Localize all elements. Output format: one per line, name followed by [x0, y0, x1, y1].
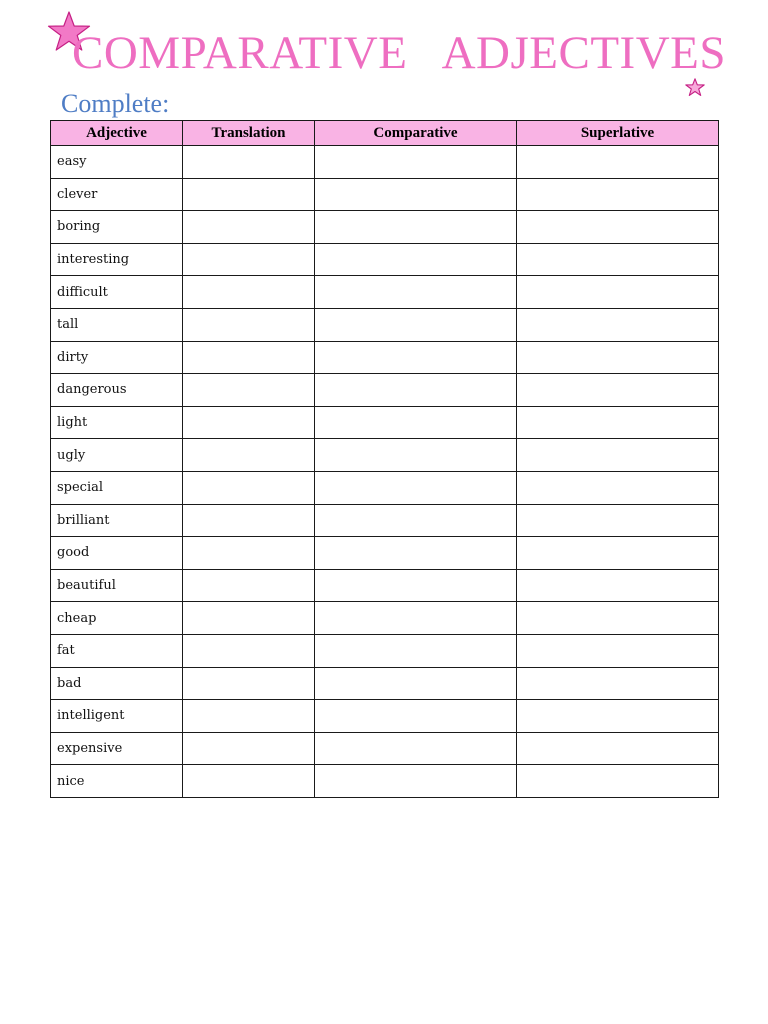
comparative-cell[interactable] — [315, 634, 517, 667]
header-comparative: Comparative — [315, 121, 517, 146]
table-row — [51, 439, 719, 472]
superlative-cell[interactable] — [517, 569, 719, 602]
translation-cell[interactable] — [183, 765, 315, 798]
translation-cell[interactable] — [183, 374, 315, 407]
adjective-cell: boring — [51, 211, 183, 244]
superlative-cell[interactable] — [517, 667, 719, 700]
table-row — [51, 211, 719, 244]
table-row — [51, 471, 719, 504]
translation-cell[interactable] — [183, 667, 315, 700]
page-title: COMPARATIVE ADJECTIVES — [72, 27, 726, 79]
adjective-cell: beautiful — [51, 569, 183, 602]
translation-cell[interactable] — [183, 439, 315, 472]
comparative-cell[interactable] — [315, 667, 517, 700]
superlative-cell[interactable] — [517, 439, 719, 472]
table-row — [51, 504, 719, 537]
superlative-cell[interactable] — [517, 243, 719, 276]
superlative-cell[interactable] — [517, 765, 719, 798]
superlative-cell[interactable] — [517, 732, 719, 765]
adjective-cell: cheap — [51, 602, 183, 635]
table-row — [51, 765, 719, 798]
translation-cell[interactable] — [183, 602, 315, 635]
adjective-cell: good — [51, 537, 183, 570]
adjective-cell: nice — [51, 765, 183, 798]
table-row — [51, 406, 719, 439]
translation-cell[interactable] — [183, 308, 315, 341]
translation-cell[interactable] — [183, 537, 315, 570]
translation-cell[interactable] — [183, 211, 315, 244]
comparative-cell[interactable] — [315, 504, 517, 537]
table-row — [51, 374, 719, 407]
translation-cell[interactable] — [183, 146, 315, 179]
superlative-cell[interactable] — [517, 146, 719, 179]
adjective-cell: brilliant — [51, 504, 183, 537]
superlative-cell[interactable] — [517, 178, 719, 211]
adjective-cell: clever — [51, 178, 183, 211]
translation-cell[interactable] — [183, 178, 315, 211]
comparative-cell[interactable] — [315, 732, 517, 765]
adjective-cell: fat — [51, 634, 183, 667]
comparative-cell[interactable] — [315, 211, 517, 244]
translation-cell[interactable] — [183, 471, 315, 504]
comparative-cell[interactable] — [315, 374, 517, 407]
header-translation: Translation — [183, 121, 315, 146]
table-header-row — [51, 121, 719, 146]
comparative-cell[interactable] — [315, 765, 517, 798]
superlative-cell[interactable] — [517, 700, 719, 733]
table-row — [51, 178, 719, 211]
superlative-cell[interactable] — [517, 471, 719, 504]
adjective-cell: dirty — [51, 341, 183, 374]
superlative-cell[interactable] — [517, 308, 719, 341]
table-row — [51, 667, 719, 700]
table-row — [51, 276, 719, 309]
superlative-cell[interactable] — [517, 341, 719, 374]
superlative-cell[interactable] — [517, 602, 719, 635]
comparative-cell[interactable] — [315, 341, 517, 374]
superlative-cell[interactable] — [517, 374, 719, 407]
table-row — [51, 537, 719, 570]
translation-cell[interactable] — [183, 341, 315, 374]
adjective-cell: expensive — [51, 732, 183, 765]
adjective-cell: special — [51, 471, 183, 504]
adjective-cell: ugly — [51, 439, 183, 472]
comparative-cell[interactable] — [315, 276, 517, 309]
comparative-cell[interactable] — [315, 602, 517, 635]
adjective-cell: dangerous — [51, 374, 183, 407]
comparative-cell[interactable] — [315, 178, 517, 211]
translation-cell[interactable] — [183, 634, 315, 667]
table-row — [51, 634, 719, 667]
adjectives-table — [50, 120, 719, 798]
table-row — [51, 341, 719, 374]
adjective-cell: light — [51, 406, 183, 439]
adjective-cell: interesting — [51, 243, 183, 276]
adjective-cell: easy — [51, 146, 183, 179]
table-row — [51, 732, 719, 765]
superlative-cell[interactable] — [517, 406, 719, 439]
comparative-cell[interactable] — [315, 406, 517, 439]
table-row — [51, 569, 719, 602]
table-row — [51, 700, 719, 733]
superlative-cell[interactable] — [517, 634, 719, 667]
header-superlative: Superlative — [517, 121, 719, 146]
comparative-cell[interactable] — [315, 471, 517, 504]
adjective-cell: tall — [51, 308, 183, 341]
superlative-cell[interactable] — [517, 276, 719, 309]
translation-cell[interactable] — [183, 569, 315, 602]
translation-cell[interactable] — [183, 732, 315, 765]
comparative-cell[interactable] — [315, 569, 517, 602]
translation-cell[interactable] — [183, 700, 315, 733]
superlative-cell[interactable] — [517, 504, 719, 537]
header-adjective: Adjective — [51, 121, 183, 146]
comparative-cell[interactable] — [315, 537, 517, 570]
instruction-text: Complete: — [61, 89, 170, 118]
comparative-cell[interactable] — [315, 308, 517, 341]
translation-cell[interactable] — [183, 276, 315, 309]
comparative-cell[interactable] — [315, 243, 517, 276]
comparative-cell[interactable] — [315, 700, 517, 733]
adjective-cell: bad — [51, 667, 183, 700]
table-row — [51, 602, 719, 635]
translation-cell[interactable] — [183, 504, 315, 537]
comparative-cell[interactable] — [315, 146, 517, 179]
adjective-cell: difficult — [51, 276, 183, 309]
superlative-cell[interactable] — [517, 537, 719, 570]
superlative-cell[interactable] — [517, 211, 719, 244]
table-row — [51, 243, 719, 276]
small-star-icon — [685, 78, 705, 96]
table-row — [51, 308, 719, 341]
translation-cell[interactable] — [183, 243, 315, 276]
table-row — [51, 146, 719, 179]
translation-cell[interactable] — [183, 406, 315, 439]
comparative-cell[interactable] — [315, 439, 517, 472]
adjective-cell: intelligent — [51, 700, 183, 733]
